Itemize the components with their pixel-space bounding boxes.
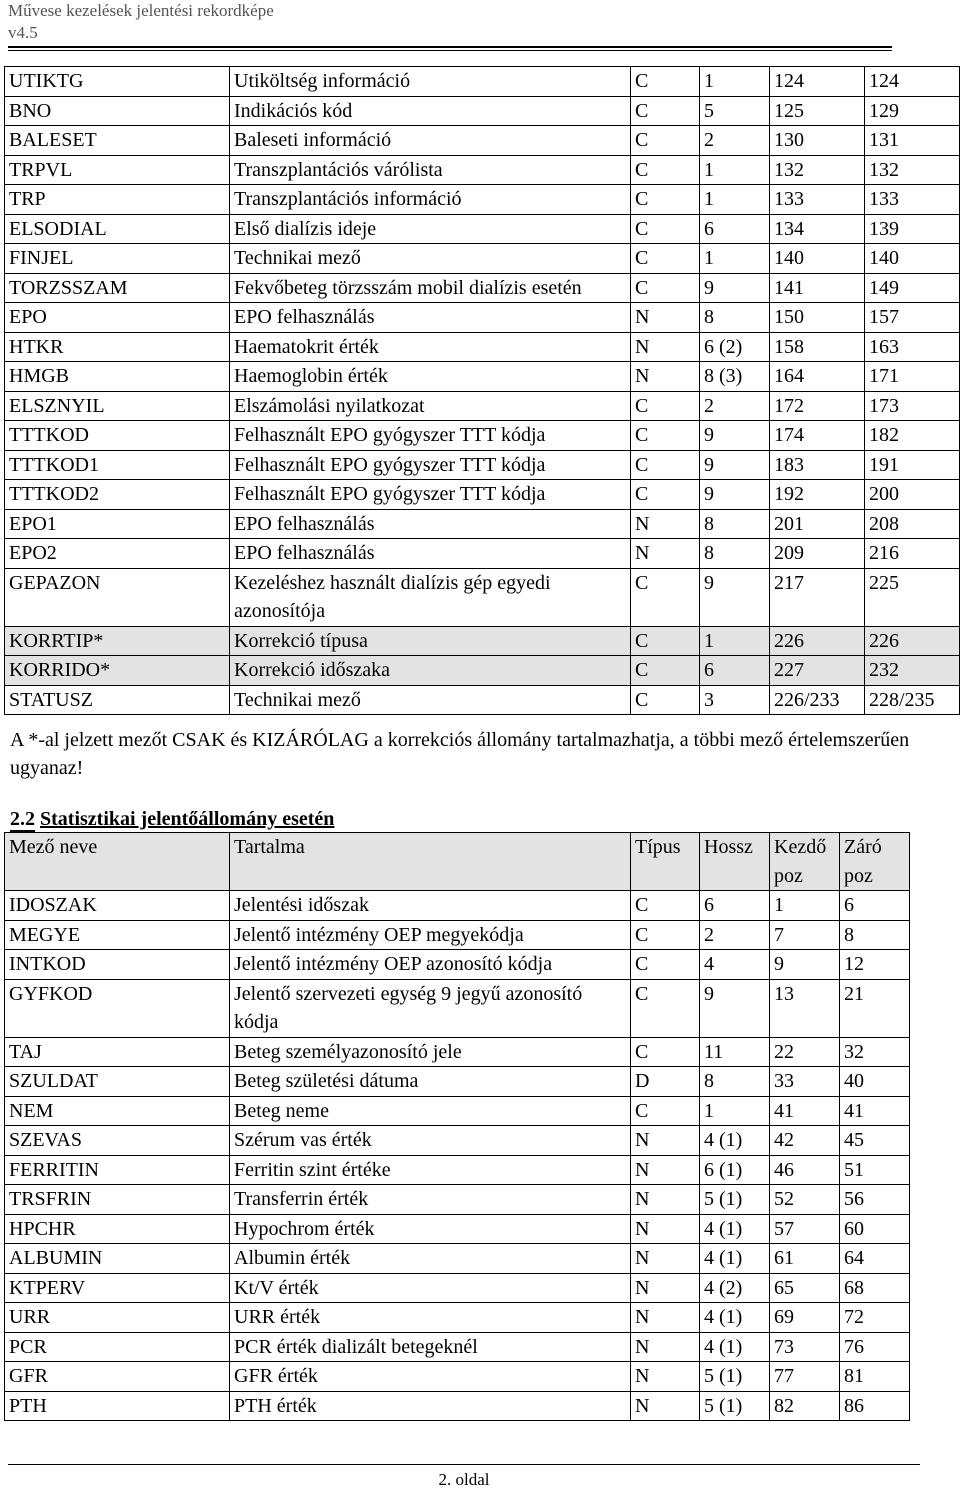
start-position-cell: 73 xyxy=(770,1332,840,1362)
field-description-cell: EPO felhasználás xyxy=(230,539,631,569)
table-row xyxy=(5,67,960,97)
field-code-cell: ELSZNYIL xyxy=(5,391,230,421)
end-position-cell: 232 xyxy=(865,656,960,686)
field-length-cell: 6 xyxy=(700,656,770,686)
field-code-cell: BALESET xyxy=(5,126,230,156)
field-description-cell: Transzplantációs várólista xyxy=(230,155,631,185)
field-description-cell: Felhasznált EPO gyógyszer TTT kódja xyxy=(230,421,631,451)
field-code-cell: TRPVL xyxy=(5,155,230,185)
field-code-cell: URR xyxy=(5,1303,230,1333)
start-position-cell: 82 xyxy=(770,1391,840,1421)
field-type-cell: C xyxy=(631,950,700,980)
page-number: 2. oldal xyxy=(438,1470,490,1489)
start-position-cell: 183 xyxy=(770,450,865,480)
start-position-cell: 22 xyxy=(770,1037,840,1067)
start-position-cell: 226 xyxy=(770,626,865,656)
table-row xyxy=(5,920,910,950)
end-position-cell: 72 xyxy=(840,1303,910,1333)
field-length-cell: 9 xyxy=(700,480,770,510)
field-description-cell: Ferritin szint értéke xyxy=(230,1155,631,1185)
field-description-cell: Felhasznált EPO gyógyszer TTT kódja xyxy=(230,450,631,480)
field-length-cell: 8 xyxy=(700,509,770,539)
end-position-cell: 51 xyxy=(840,1155,910,1185)
record-layout-table xyxy=(4,66,960,715)
table-row xyxy=(5,332,960,362)
field-code-cell: FINJEL xyxy=(5,244,230,274)
field-length-cell: 2 xyxy=(700,126,770,156)
end-position-cell: 225 xyxy=(865,568,960,626)
field-code-cell: KORRTIP* xyxy=(5,626,230,656)
start-position-cell: 61 xyxy=(770,1244,840,1274)
field-description-cell: Baleseti információ xyxy=(230,126,631,156)
start-position-cell: 158 xyxy=(770,332,865,362)
start-position-cell: 133 xyxy=(770,185,865,215)
field-length-cell: 9 xyxy=(700,421,770,451)
field-length-cell: 9 xyxy=(700,450,770,480)
end-position-cell: 32 xyxy=(840,1037,910,1067)
start-position-cell: 33 xyxy=(770,1067,840,1097)
field-length-cell: 8 xyxy=(700,539,770,569)
table-row xyxy=(5,1155,910,1185)
field-code-cell: KTPERV xyxy=(5,1273,230,1303)
field-code-cell: EPO1 xyxy=(5,509,230,539)
table-row xyxy=(5,568,960,626)
table-row xyxy=(5,1067,910,1097)
field-type-cell: C xyxy=(631,891,700,921)
start-position-cell: 125 xyxy=(770,96,865,126)
field-type-cell: C xyxy=(631,273,700,303)
start-position-cell: 134 xyxy=(770,214,865,244)
field-description-cell: Korrekció típusa xyxy=(230,626,631,656)
field-code-cell: IDOSZAK xyxy=(5,891,230,921)
field-description-cell: Transzplantációs információ xyxy=(230,185,631,215)
field-code-cell: TRSFRIN xyxy=(5,1185,230,1215)
field-type-cell: C xyxy=(631,626,700,656)
column-header: Típus xyxy=(631,833,700,891)
field-code-cell: GFR xyxy=(5,1362,230,1392)
field-code-cell: ALBUMIN xyxy=(5,1244,230,1274)
table-row xyxy=(5,480,960,510)
field-length-cell: 8 (3) xyxy=(700,362,770,392)
start-position-cell: 1 xyxy=(770,891,840,921)
start-position-cell: 164 xyxy=(770,362,865,392)
field-length-cell: 6 xyxy=(700,214,770,244)
field-code-cell: KORRIDO* xyxy=(5,656,230,686)
field-type-cell: C xyxy=(631,568,700,626)
field-type-cell: C xyxy=(631,1037,700,1067)
field-description-cell: Hypochrom érték xyxy=(230,1214,631,1244)
table-row xyxy=(5,539,960,569)
field-description-cell: PTH érték xyxy=(230,1391,631,1421)
end-position-cell: 40 xyxy=(840,1067,910,1097)
field-type-cell: C xyxy=(631,450,700,480)
field-length-cell: 6 xyxy=(700,891,770,921)
end-position-cell: 12 xyxy=(840,950,910,980)
start-position-cell: 174 xyxy=(770,421,865,451)
start-position-cell: 141 xyxy=(770,273,865,303)
start-position-cell: 46 xyxy=(770,1155,840,1185)
field-length-cell: 5 xyxy=(700,96,770,126)
field-length-cell: 4 (1) xyxy=(700,1332,770,1362)
table-row xyxy=(5,626,960,656)
field-type-cell: N xyxy=(631,1303,700,1333)
start-position-cell: 41 xyxy=(770,1096,840,1126)
field-type-cell: N xyxy=(631,1273,700,1303)
field-code-cell: GYFKOD xyxy=(5,979,230,1037)
end-position-cell: 56 xyxy=(840,1185,910,1215)
field-type-cell: C xyxy=(631,1096,700,1126)
field-length-cell: 11 xyxy=(700,1037,770,1067)
start-position-cell: 150 xyxy=(770,303,865,333)
field-description-cell: Haemoglobin érték xyxy=(230,362,631,392)
start-position-cell: 227 xyxy=(770,656,865,686)
end-position-cell: 129 xyxy=(865,96,960,126)
field-description-cell: Beteg születési dátuma xyxy=(230,1067,631,1097)
field-type-cell: N xyxy=(631,1185,700,1215)
field-description-cell: Jelentő intézmény OEP azonosító kódja xyxy=(230,950,631,980)
field-type-cell: C xyxy=(631,126,700,156)
field-code-cell: STATUSZ xyxy=(5,685,230,715)
end-position-cell: 64 xyxy=(840,1244,910,1274)
table-row xyxy=(5,1244,910,1274)
section-title: Statisztikai jelentőállomány esetén xyxy=(40,808,335,830)
field-description-cell: URR érték xyxy=(230,1303,631,1333)
end-position-cell: 139 xyxy=(865,214,960,244)
field-type-cell: N xyxy=(631,1391,700,1421)
field-length-cell: 9 xyxy=(700,568,770,626)
table-row xyxy=(5,1273,910,1303)
start-position-cell: 130 xyxy=(770,126,865,156)
field-length-cell: 9 xyxy=(700,273,770,303)
field-type-cell: N xyxy=(631,1362,700,1392)
end-position-cell: 131 xyxy=(865,126,960,156)
column-header: Mező neve xyxy=(5,833,230,891)
field-length-cell: 4 (2) xyxy=(700,1273,770,1303)
field-description-cell: Haematokrit érték xyxy=(230,332,631,362)
table-row xyxy=(5,1391,910,1421)
column-header: Hossz xyxy=(700,833,770,891)
start-position-cell: 77 xyxy=(770,1362,840,1392)
field-length-cell: 6 (2) xyxy=(700,332,770,362)
field-code-cell: TTTKOD xyxy=(5,421,230,451)
table-row xyxy=(5,1362,910,1392)
field-length-cell: 4 xyxy=(700,950,770,980)
table-row xyxy=(5,244,960,274)
field-description-cell: Kezeléshez használt dialízis gép egyedi azonosítója xyxy=(230,568,631,626)
field-description-cell: GFR érték xyxy=(230,1362,631,1392)
section-number: 2.2 xyxy=(10,808,35,830)
field-type-cell: C xyxy=(631,656,700,686)
field-type-cell: N xyxy=(631,509,700,539)
end-position-cell: 8 xyxy=(840,920,910,950)
table-header-row xyxy=(5,833,910,891)
table-row xyxy=(5,362,960,392)
field-type-cell: C xyxy=(631,421,700,451)
table-row xyxy=(5,126,960,156)
start-position-cell: 140 xyxy=(770,244,865,274)
field-length-cell: 4 (1) xyxy=(700,1126,770,1156)
field-type-cell: N xyxy=(631,332,700,362)
field-description-cell: EPO felhasználás xyxy=(230,303,631,333)
field-type-cell: N xyxy=(631,539,700,569)
table-row xyxy=(5,979,910,1037)
field-type-cell: N xyxy=(631,1244,700,1274)
field-description-cell: Korrekció időszaka xyxy=(230,656,631,686)
field-description-cell: Jelentési időszak xyxy=(230,891,631,921)
start-position-cell: 42 xyxy=(770,1126,840,1156)
correction-note: A *-al jelzett mezőt CSAK és KIZÁRÓLAG a korrekciós állomány tartalmazhatja, a többi mező értelemszerűen ugyanaz! xyxy=(10,729,910,779)
field-code-cell: TTTKOD2 xyxy=(5,480,230,510)
field-code-cell: TRP xyxy=(5,185,230,215)
field-code-cell: PTH xyxy=(5,1391,230,1421)
table-row xyxy=(5,273,960,303)
field-code-cell: SZEVAS xyxy=(5,1126,230,1156)
end-position-cell: 45 xyxy=(840,1126,910,1156)
field-type-cell: D xyxy=(631,1067,700,1097)
field-length-cell: 1 xyxy=(700,155,770,185)
field-code-cell: MEGYE xyxy=(5,920,230,950)
table-row xyxy=(5,96,960,126)
field-code-cell: SZULDAT xyxy=(5,1067,230,1097)
field-length-cell: 5 (1) xyxy=(700,1391,770,1421)
field-length-cell: 1 xyxy=(700,185,770,215)
field-description-cell: Indikációs kód xyxy=(230,96,631,126)
field-type-cell: N xyxy=(631,303,700,333)
field-code-cell: BNO xyxy=(5,96,230,126)
start-position-cell: 7 xyxy=(770,920,840,950)
field-description-cell: Jelentő intézmény OEP megyekódja xyxy=(230,920,631,950)
field-description-cell: Albumin érték xyxy=(230,1244,631,1274)
field-length-cell: 1 xyxy=(700,626,770,656)
table-row xyxy=(5,1096,910,1126)
field-type-cell: C xyxy=(631,391,700,421)
end-position-cell: 191 xyxy=(865,450,960,480)
field-code-cell: HMGB xyxy=(5,362,230,392)
field-code-cell: TTTKOD1 xyxy=(5,450,230,480)
field-length-cell: 1 xyxy=(700,1096,770,1126)
end-position-cell: 226 xyxy=(865,626,960,656)
table-row xyxy=(5,509,960,539)
start-position-cell: 201 xyxy=(770,509,865,539)
column-header: Záró poz xyxy=(840,833,910,891)
start-position-cell: 69 xyxy=(770,1303,840,1333)
field-code-cell: HTKR xyxy=(5,332,230,362)
field-description-cell: Kt/V érték xyxy=(230,1273,631,1303)
header-rule xyxy=(8,46,892,48)
field-length-cell: 4 (1) xyxy=(700,1303,770,1333)
document-version: v4.5 xyxy=(8,23,38,42)
end-position-cell: 140 xyxy=(865,244,960,274)
field-length-cell: 5 (1) xyxy=(700,1185,770,1215)
section-heading xyxy=(10,806,334,832)
start-position-cell: 172 xyxy=(770,391,865,421)
table-row xyxy=(5,1214,910,1244)
end-position-cell: 200 xyxy=(865,480,960,510)
field-description-cell: Első dialízis ideje xyxy=(230,214,631,244)
end-position-cell: 6 xyxy=(840,891,910,921)
field-length-cell: 5 (1) xyxy=(700,1362,770,1392)
field-description-cell: Technikai mező xyxy=(230,244,631,274)
field-code-cell: NEM xyxy=(5,1096,230,1126)
start-position-cell: 13 xyxy=(770,979,840,1037)
end-position-cell: 81 xyxy=(840,1362,910,1392)
table-row xyxy=(5,1037,910,1067)
field-type-cell: N xyxy=(631,362,700,392)
end-position-cell: 173 xyxy=(865,391,960,421)
table-row xyxy=(5,891,910,921)
start-position-cell: 65 xyxy=(770,1273,840,1303)
field-type-cell: C xyxy=(631,979,700,1037)
field-type-cell: C xyxy=(631,214,700,244)
field-type-cell: C xyxy=(631,685,700,715)
field-type-cell: N xyxy=(631,1155,700,1185)
field-length-cell: 8 xyxy=(700,303,770,333)
field-description-cell: Fekvőbeteg törzsszám mobil dialízis esetén xyxy=(230,273,631,303)
start-position-cell: 52 xyxy=(770,1185,840,1215)
end-position-cell: 182 xyxy=(865,421,960,451)
field-description-cell: Jelentő szervezeti egység 9 jegyű azonosító kódja xyxy=(230,979,631,1037)
start-position-cell: 9 xyxy=(770,950,840,980)
end-position-cell: 216 xyxy=(865,539,960,569)
table-row xyxy=(5,1185,910,1215)
field-type-cell: N xyxy=(631,1332,700,1362)
start-position-cell: 57 xyxy=(770,1214,840,1244)
field-code-cell: EPO2 xyxy=(5,539,230,569)
field-description-cell: EPO felhasználás xyxy=(230,509,631,539)
field-length-cell: 1 xyxy=(700,67,770,97)
field-length-cell: 1 xyxy=(700,244,770,274)
field-length-cell: 6 (1) xyxy=(700,1155,770,1185)
document-title: Művese kezelések jelentési rekordképe xyxy=(8,1,274,20)
field-description-cell: PCR érték dializált betegeknél xyxy=(230,1332,631,1362)
field-length-cell: 9 xyxy=(700,979,770,1037)
end-position-cell: 76 xyxy=(840,1332,910,1362)
field-code-cell: GEPAZON xyxy=(5,568,230,626)
table-row xyxy=(5,303,960,333)
end-position-cell: 86 xyxy=(840,1391,910,1421)
field-description-cell: Beteg személyazonosító jele xyxy=(230,1037,631,1067)
field-code-cell: INTKOD xyxy=(5,950,230,980)
start-position-cell: 226/233 xyxy=(770,685,865,715)
end-position-cell: 171 xyxy=(865,362,960,392)
start-position-cell: 132 xyxy=(770,155,865,185)
end-position-cell: 68 xyxy=(840,1273,910,1303)
table-row xyxy=(5,214,960,244)
page-header xyxy=(8,0,892,44)
start-position-cell: 124 xyxy=(770,67,865,97)
field-type-cell: C xyxy=(631,244,700,274)
end-position-cell: 41 xyxy=(840,1096,910,1126)
field-description-cell: Transferrin érték xyxy=(230,1185,631,1215)
field-code-cell: TORZSSZAM xyxy=(5,273,230,303)
table-row xyxy=(5,450,960,480)
field-type-cell: C xyxy=(631,96,700,126)
table-row xyxy=(5,1126,910,1156)
table-row xyxy=(5,1332,910,1362)
table-row xyxy=(5,155,960,185)
end-position-cell: 133 xyxy=(865,185,960,215)
end-position-cell: 21 xyxy=(840,979,910,1037)
table-row xyxy=(5,1303,910,1333)
field-type-cell: N xyxy=(631,1214,700,1244)
field-length-cell: 4 (1) xyxy=(700,1244,770,1274)
field-description-cell: Technikai mező xyxy=(230,685,631,715)
field-type-cell: C xyxy=(631,155,700,185)
end-position-cell: 157 xyxy=(865,303,960,333)
field-code-cell: UTIKTG xyxy=(5,67,230,97)
field-description-cell: Beteg neme xyxy=(230,1096,631,1126)
field-description-cell: Felhasznált EPO gyógyszer TTT kódja xyxy=(230,480,631,510)
field-length-cell: 8 xyxy=(700,1067,770,1097)
end-position-cell: 163 xyxy=(865,332,960,362)
end-position-cell: 132 xyxy=(865,155,960,185)
statistical-record-table xyxy=(4,832,910,1421)
column-header: Kezdő poz xyxy=(770,833,840,891)
field-code-cell: ELSODIAL xyxy=(5,214,230,244)
table-row xyxy=(5,391,960,421)
end-position-cell: 208 xyxy=(865,509,960,539)
field-length-cell: 4 (1) xyxy=(700,1214,770,1244)
field-type-cell: C xyxy=(631,920,700,950)
field-type-cell: C xyxy=(631,67,700,97)
field-length-cell: 3 xyxy=(700,685,770,715)
field-code-cell: TAJ xyxy=(5,1037,230,1067)
field-code-cell: FERRITIN xyxy=(5,1155,230,1185)
table-row xyxy=(5,421,960,451)
field-type-cell: C xyxy=(631,480,700,510)
column-header: Tartalma xyxy=(230,833,631,891)
field-code-cell: EPO xyxy=(5,303,230,333)
table-row xyxy=(5,656,960,686)
end-position-cell: 60 xyxy=(840,1214,910,1244)
end-position-cell: 124 xyxy=(865,67,960,97)
table-row xyxy=(5,950,910,980)
field-type-cell: N xyxy=(631,1126,700,1156)
field-type-cell: C xyxy=(631,185,700,215)
footer-rule xyxy=(8,1464,920,1465)
field-description-cell: Elszámolási nyilatkozat xyxy=(230,391,631,421)
field-description-cell: Szérum vas érték xyxy=(230,1126,631,1156)
start-position-cell: 209 xyxy=(770,539,865,569)
table-row xyxy=(5,185,960,215)
end-position-cell: 228/235 xyxy=(865,685,960,715)
field-length-cell: 2 xyxy=(700,391,770,421)
start-position-cell: 192 xyxy=(770,480,865,510)
field-length-cell: 2 xyxy=(700,920,770,950)
end-position-cell: 149 xyxy=(865,273,960,303)
field-description-cell: Utiköltség információ xyxy=(230,67,631,97)
field-code-cell: HPCHR xyxy=(5,1214,230,1244)
start-position-cell: 217 xyxy=(770,568,865,626)
table-row xyxy=(5,685,960,715)
field-code-cell: PCR xyxy=(5,1332,230,1362)
header-rule xyxy=(8,50,892,51)
